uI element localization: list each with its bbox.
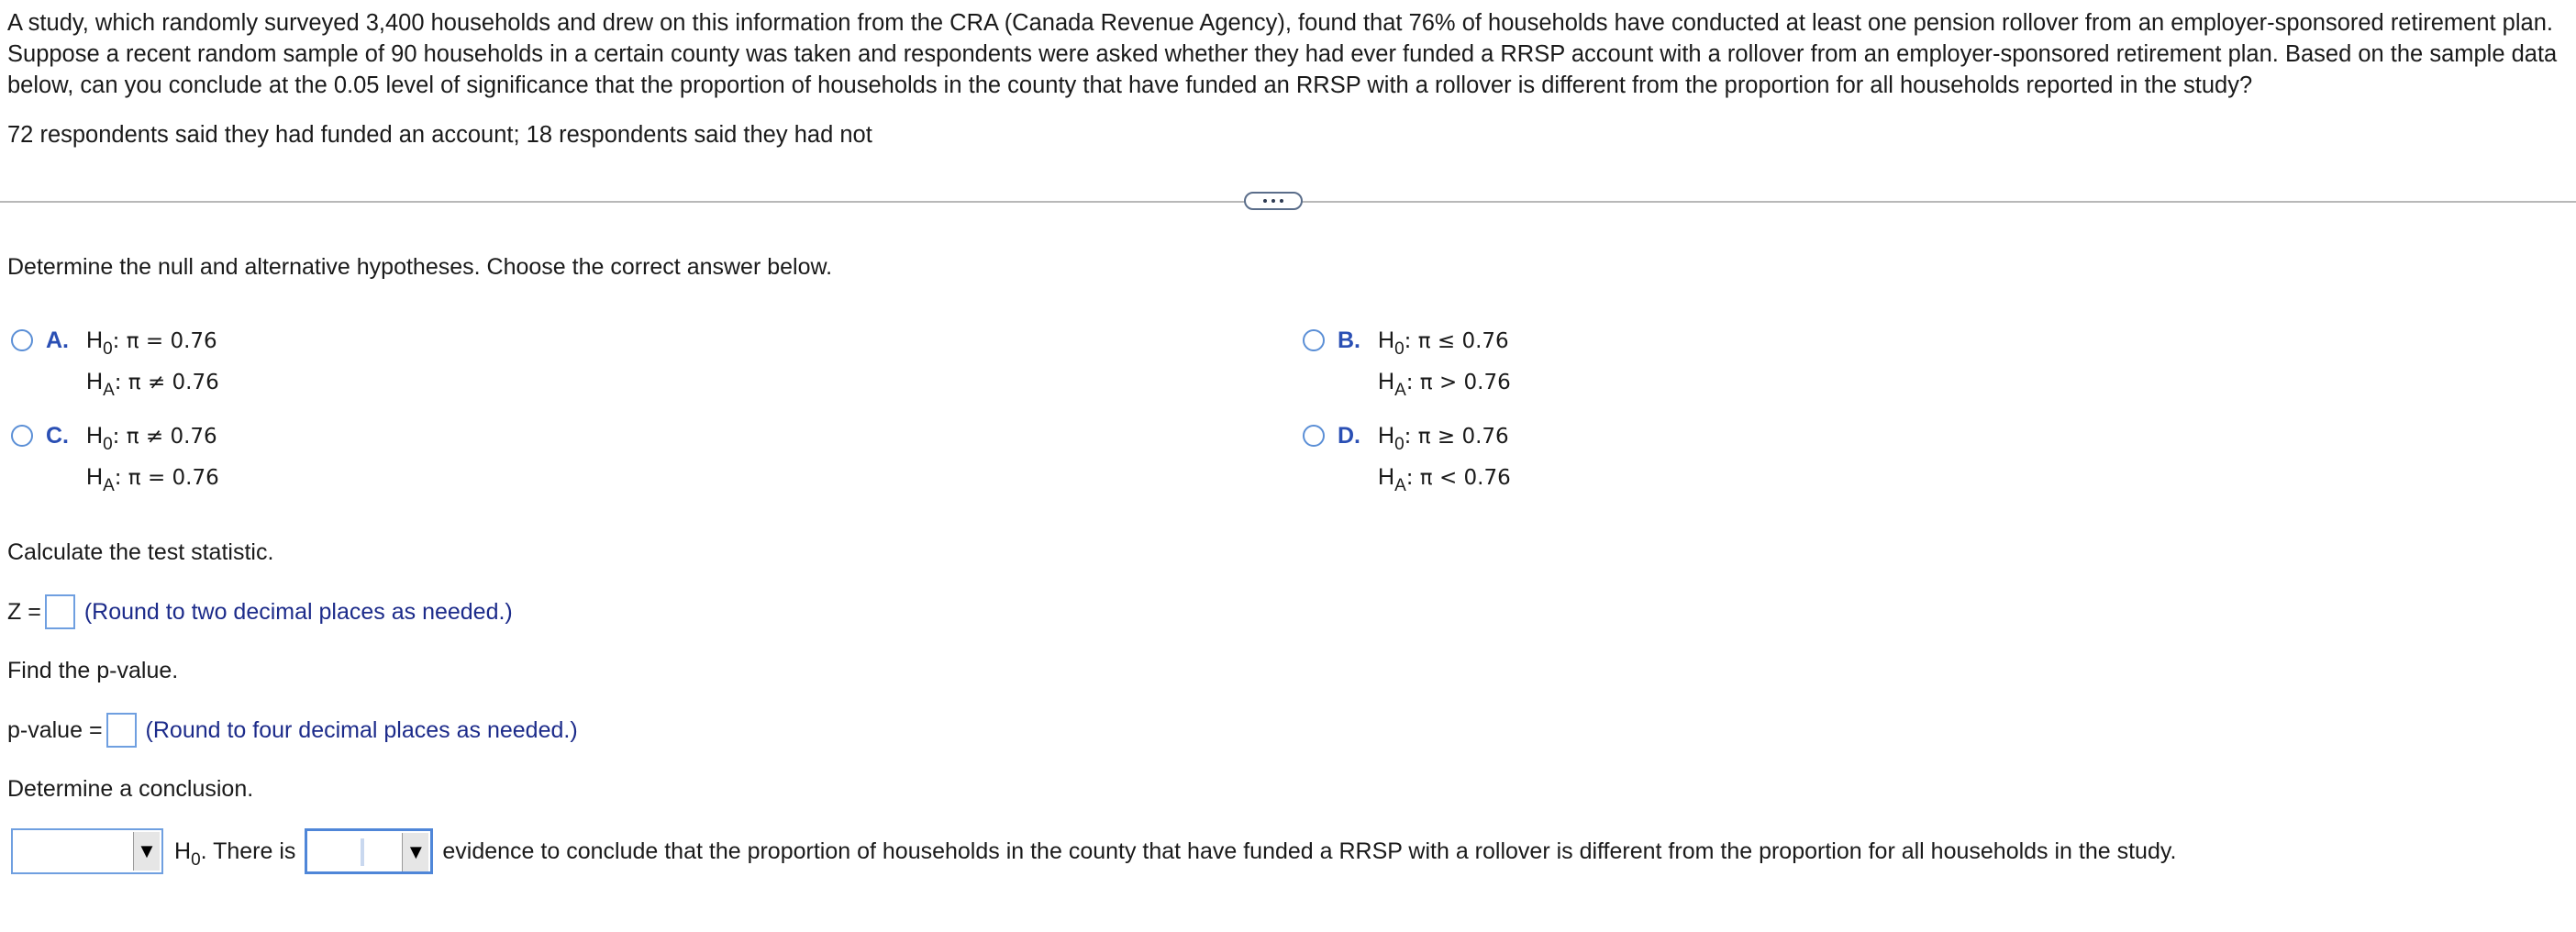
option-d[interactable] [1303, 419, 1511, 502]
option-c-null: $H_0$: π ≠ 0.76 [86, 423, 217, 454]
option-b-hypotheses [1378, 324, 1511, 406]
option-a-null: $H_0$: π = 0.76 [86, 327, 217, 359]
option-a-letter: A. [46, 327, 69, 353]
option-d-letter: D. [1338, 423, 1360, 449]
option-b-alt: $H_A$: π > 0.76 [1378, 369, 1511, 400]
option-b[interactable] [1303, 324, 1511, 406]
conclusion-row [11, 828, 2176, 874]
option-a-hypotheses [86, 324, 219, 406]
there-is-text: . There is [200, 838, 296, 864]
dot-icon [1263, 199, 1267, 203]
test-statistic-prompt: Calculate the test statistic. [7, 539, 274, 565]
option-a-alt: $H_A$: π ≠ 0.76 [86, 369, 219, 400]
option-b-letter: B. [1338, 327, 1360, 353]
p-value-label: p-value = [7, 716, 103, 743]
option-d-alt: $H_A$: π < 0.76 [1378, 464, 1511, 495]
h0-label: $H_0$ [174, 838, 201, 870]
option-d-radio[interactable] [1303, 425, 1325, 447]
z-hint: (Round to two decimal places as needed.) [83, 598, 513, 625]
p-value-row [7, 713, 578, 748]
more-options-button[interactable] [1244, 192, 1303, 210]
dropdown-arrow-icon: ▼ [402, 833, 428, 871]
text-cursor [361, 838, 364, 866]
test-statistic-row [7, 594, 513, 629]
option-d-hypotheses [1378, 419, 1511, 502]
dropdown-arrow-icon: ▼ [133, 832, 160, 871]
conclusion-text: evidence to conclude that the proportion of households in the county that have funded a RRSP with a rollover is different from the proportion for all households in the study. [442, 838, 2177, 864]
dot-icon [1280, 199, 1283, 203]
reject-decision-select[interactable] [11, 828, 163, 874]
option-c-radio[interactable] [11, 425, 33, 447]
option-c-hypotheses [86, 419, 219, 502]
option-c-letter: C. [46, 423, 69, 449]
option-c-alt: $H_A$: π = 0.76 [86, 464, 219, 495]
evidence-strength-select[interactable] [305, 828, 433, 874]
option-a-radio[interactable] [11, 329, 33, 351]
p-value-hint: (Round to four decimal places as needed.) [145, 716, 578, 743]
option-b-null: $H_0$: π ≤ 0.76 [1378, 327, 1509, 359]
z-label: Z = [7, 598, 41, 625]
option-a[interactable] [11, 324, 219, 406]
option-b-radio[interactable] [1303, 329, 1325, 351]
dot-icon [1271, 199, 1275, 203]
conclusion-prompt: Determine a conclusion. [7, 776, 254, 802]
hypotheses-prompt: Determine the null and alternative hypotheses. Choose the correct answer below. [7, 254, 833, 280]
question-text: A study, which randomly surveyed 3,400 households and drew on this information from the CRA (Canada Revenue Agency), found that 76% of households have conducted at least one pension rollover from an employer-sponsored retirement plan. Suppose a recent random sample of 90 households in a certain county was taken and respondents were asked whether they had ever funded a RRSP account with a rollover from an employer-sponsored retirement plan. Based on the sample data below, can you conclude at the 0.05 level of significance that the proportion of households in the county that have funded an RRSP with a rollover is different from the proportion for all households reported in the study? [7, 10, 2558, 98]
p-value-prompt: Find the p-value. [7, 658, 179, 683]
option-c[interactable] [11, 419, 219, 502]
option-d-null: $H_0$: π ≥ 0.76 [1378, 423, 1509, 454]
sample-data-text: 72 respondents said they had funded an account; 18 respondents said they had not [7, 122, 872, 148]
z-answer-input[interactable] [45, 594, 75, 629]
p-value-answer-input[interactable] [106, 713, 137, 748]
